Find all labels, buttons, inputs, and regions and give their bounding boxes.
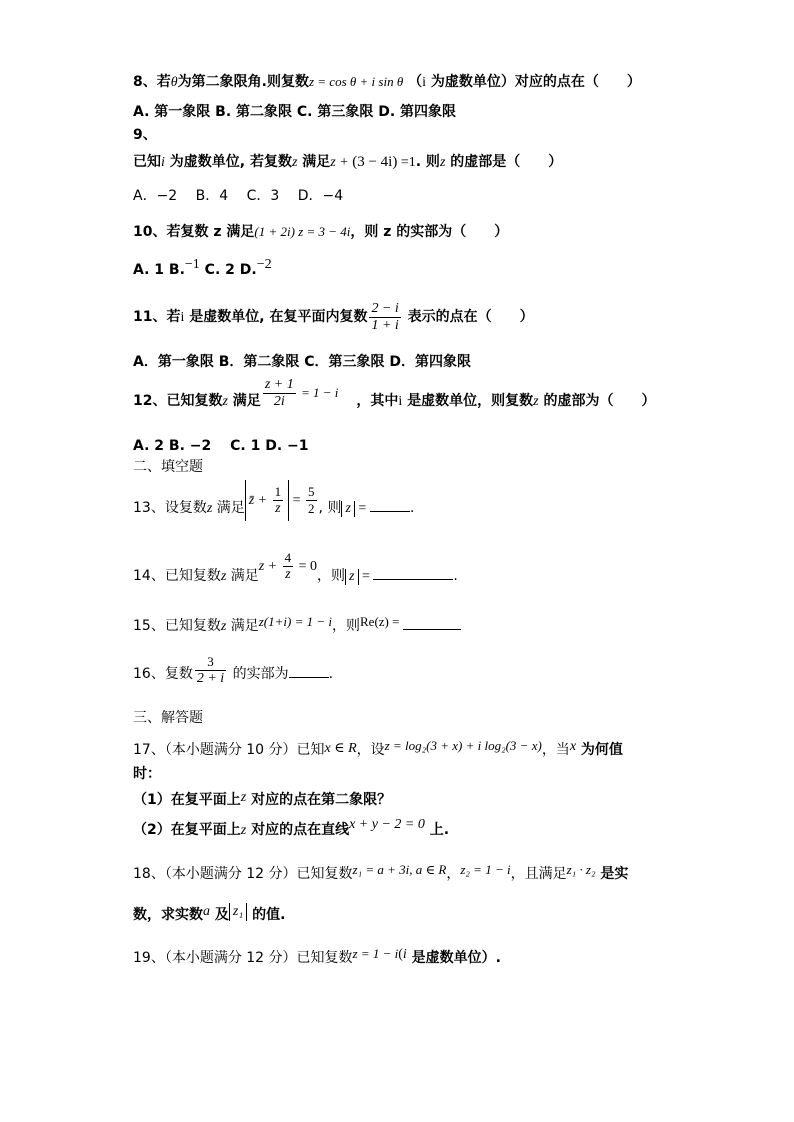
q19-text: 是虚数单位）. [406,950,502,966]
q9-text: 满足 [297,154,331,170]
q11-i: i [180,310,185,325]
q12-text: 的虚部为（ ） [538,393,656,409]
q18-absz1: z₁ [229,903,247,921]
q12-den: 2i [263,393,296,410]
q13-abs [245,480,289,521]
q18-prod: z₁ · z₂ [566,862,596,877]
q14-eq: = [358,569,374,584]
q15-text: 15、已知复数 [133,618,221,634]
q8-theta: θ [170,75,178,90]
q18-text: 的值. [247,907,286,923]
q13-absz: z [341,501,354,517]
q13-num1: 1 [274,483,282,499]
q15-answer-blank[interactable] [403,615,461,630]
q13-den1: z [273,500,284,517]
q14-absz: z [345,569,358,585]
q13-text: . [409,500,415,516]
q18-a: a [203,904,210,919]
q16-fraction [195,654,226,687]
q10-formula: (1 + 2i) z = 3 − 4i [254,224,351,239]
q19-stem [133,948,501,969]
q9-i: i [161,155,165,170]
q12-z: z [533,394,539,409]
q8-formula: z = cos θ + i sin θ [308,74,404,89]
q15-z: z [220,619,227,634]
q16-text: 16、复数 [133,666,193,682]
q11-stem [133,300,534,335]
q12-z: z [222,394,228,409]
q19-text: 19、（本小题满分 12 分）已知复数 [133,950,353,966]
q15-formula: z(1+i) = 1 − i [258,614,332,629]
q11-num: 2 − i [371,300,399,316]
q8-i: i [422,75,426,90]
q13-eq: = [289,493,305,508]
q17-sub1-text: 对应的点在第二象限？ [246,792,392,808]
q14-text: 满足 [226,568,259,584]
q17-x: x [569,739,577,754]
q18-z1: z₁ = a + 3i, a ∈ R [352,862,447,877]
q9-number: 9、 [133,127,157,143]
q12-text: ，其中 [356,393,399,409]
q9-text: 已知 [133,154,161,170]
q10-options [133,257,272,281]
q10-opt-b: −1 [184,257,200,272]
q9-formula: (3 − 4i) [352,154,398,170]
q16-num: 3 [207,653,214,669]
q10-text: 10、若复数 z 满足 [133,224,255,240]
q16-answer-blank[interactable] [289,663,329,678]
q10-opt: C. 2 D. [199,262,257,278]
q10-opt-d: −2 [256,257,272,272]
q11-fraction [369,301,400,334]
q17-sub2-z: z [240,823,247,838]
q8-stem [133,72,641,93]
q14-lhs: z + [258,559,281,574]
q18-stem-cont [133,905,285,926]
q8-text: （ [403,74,423,90]
q10-opt: A. 1 B. [133,262,185,278]
q13-zbar: z̄ + [248,493,271,508]
q17-sub2-text: 对应的点在直线 [246,822,350,838]
q16-text: . [328,666,334,682]
q13-z: z [206,501,213,516]
q9-stem [133,152,562,173]
q11-text: 是虚数单位, 在复平面内复数 [184,309,368,325]
q14-text: ，则 [317,568,346,584]
q8-text: 为虚数单位）对应的点在（ ） [425,74,641,90]
q18-text: 18、（本小题满分 12 分）已知复数 [133,866,353,882]
q11-text: 11、若 [133,309,181,325]
q19-paren: ( [398,947,403,962]
q18-text: 及 [210,907,229,923]
q17-sub2 [133,817,450,841]
q15-stem [133,615,461,637]
q17-text: 17、（本小题满分 10 分）已知 [133,742,325,758]
q13-stem [133,483,415,529]
q14-text: . [453,568,458,584]
q12-rhs: = 1 − i [297,385,339,400]
q13-num2: 5 [308,483,315,499]
q16-stem [133,654,333,694]
q14-z: z [220,569,227,584]
q14-rhs: = 0 [295,559,318,574]
q17-formula: z = log₂(3 + x) + i log₂(3 − x) [384,738,542,753]
q17-text: ，当 [541,742,570,758]
section-fill-blank-heading: 二、填空题 [133,459,203,475]
q17-stem [133,740,623,761]
q18-text: ， [446,866,461,882]
q17-sub2-text: （2）在复平面上 [133,822,241,838]
q19-i: i [402,947,407,962]
section-solution-heading: 三、解答题 [133,710,203,726]
q11-text: 表示的点在（ ） [402,309,534,325]
q14-den: z [283,566,294,583]
q11-den: 1 + i [371,317,399,333]
q12-text: 12、已知复数 [133,393,223,409]
q14-num: 4 [284,549,292,565]
q11-options: A．第一象限 B．第二象限 C．第三象限 D．第四象限 [133,354,472,370]
q17-sub2-text: 上. [424,822,450,838]
q13-den2: 2 [308,500,315,516]
q17-sub2-line: x + y − 2 = 0 [349,817,425,832]
q9-text: 的虚部是（ ） [445,154,563,170]
q9-formula: =1 [397,155,416,170]
q19-formula: z = 1 − i [352,946,399,961]
q15-re: Re(z) = [360,614,403,629]
q10-text: ，则 z 的实部为（ ） [350,224,509,240]
q8-text: 为第二象限角.则复数 [177,74,309,90]
q13-text: , 则 [318,500,342,516]
q14-stem [133,549,458,597]
q17-sub1-z: z [240,790,247,805]
q17-xr: x ∈ R [324,741,357,756]
q13-answer-blank[interactable] [370,497,410,512]
q9-options: A．−2 B．4 C．3 D．−4 [133,188,344,204]
q17-text: ，设 [356,742,385,758]
q18-z2: z₂ = 1 − i [460,862,511,877]
q16-den: 2 + i [196,670,225,686]
q12-stem [133,376,656,419]
q13-text: 13、设复数 [133,500,207,516]
q13-text: 满足 [212,500,245,516]
q18-text: ，且满足 [510,866,567,882]
q12-num: z + 1 [264,376,294,392]
q9-formula: z + [330,155,353,170]
q14-fraction [283,550,294,583]
q10-stem [133,222,508,242]
q18-text: 数，求实数 [133,907,203,923]
q12-i: i [398,394,403,409]
q9-z: z [291,155,298,170]
q12-options: A. 2 B. −2 C. 1 D. −1 [133,438,309,454]
q14-text: 14、已知复数 [133,568,221,584]
q12-text: 是虚数单位，则复数 [402,393,534,409]
q15-text: 满足 [226,618,259,634]
q14-answer-blank[interactable] [373,565,453,580]
q9-text: 为虚数单位, 若复数 [164,154,292,170]
q17-sub1-text: （1）在复平面上 [133,792,241,808]
q12-text: 满足 [227,393,261,409]
q8-options: A. 第一象限 B. 第二象限 C. 第三象限 D. 第四象限 [133,104,457,120]
q13-frac1 [273,484,284,517]
q15-text: ，则 [332,618,360,634]
q12-fraction [263,377,296,410]
q17-sub1 [133,790,391,811]
q8-text: 8、若 [133,74,171,90]
q17-stem-cont: 时： [133,766,161,782]
q13-frac2 [306,484,317,517]
q17-text: 为何值 [576,742,623,758]
q13-eq2: = [354,501,370,516]
q18-stem [133,864,628,884]
q18-text: 是实 [595,866,629,882]
q9-z: z [439,155,446,170]
q16-text: 的实部为 [228,666,289,682]
q9-text: . 则 [415,154,440,170]
